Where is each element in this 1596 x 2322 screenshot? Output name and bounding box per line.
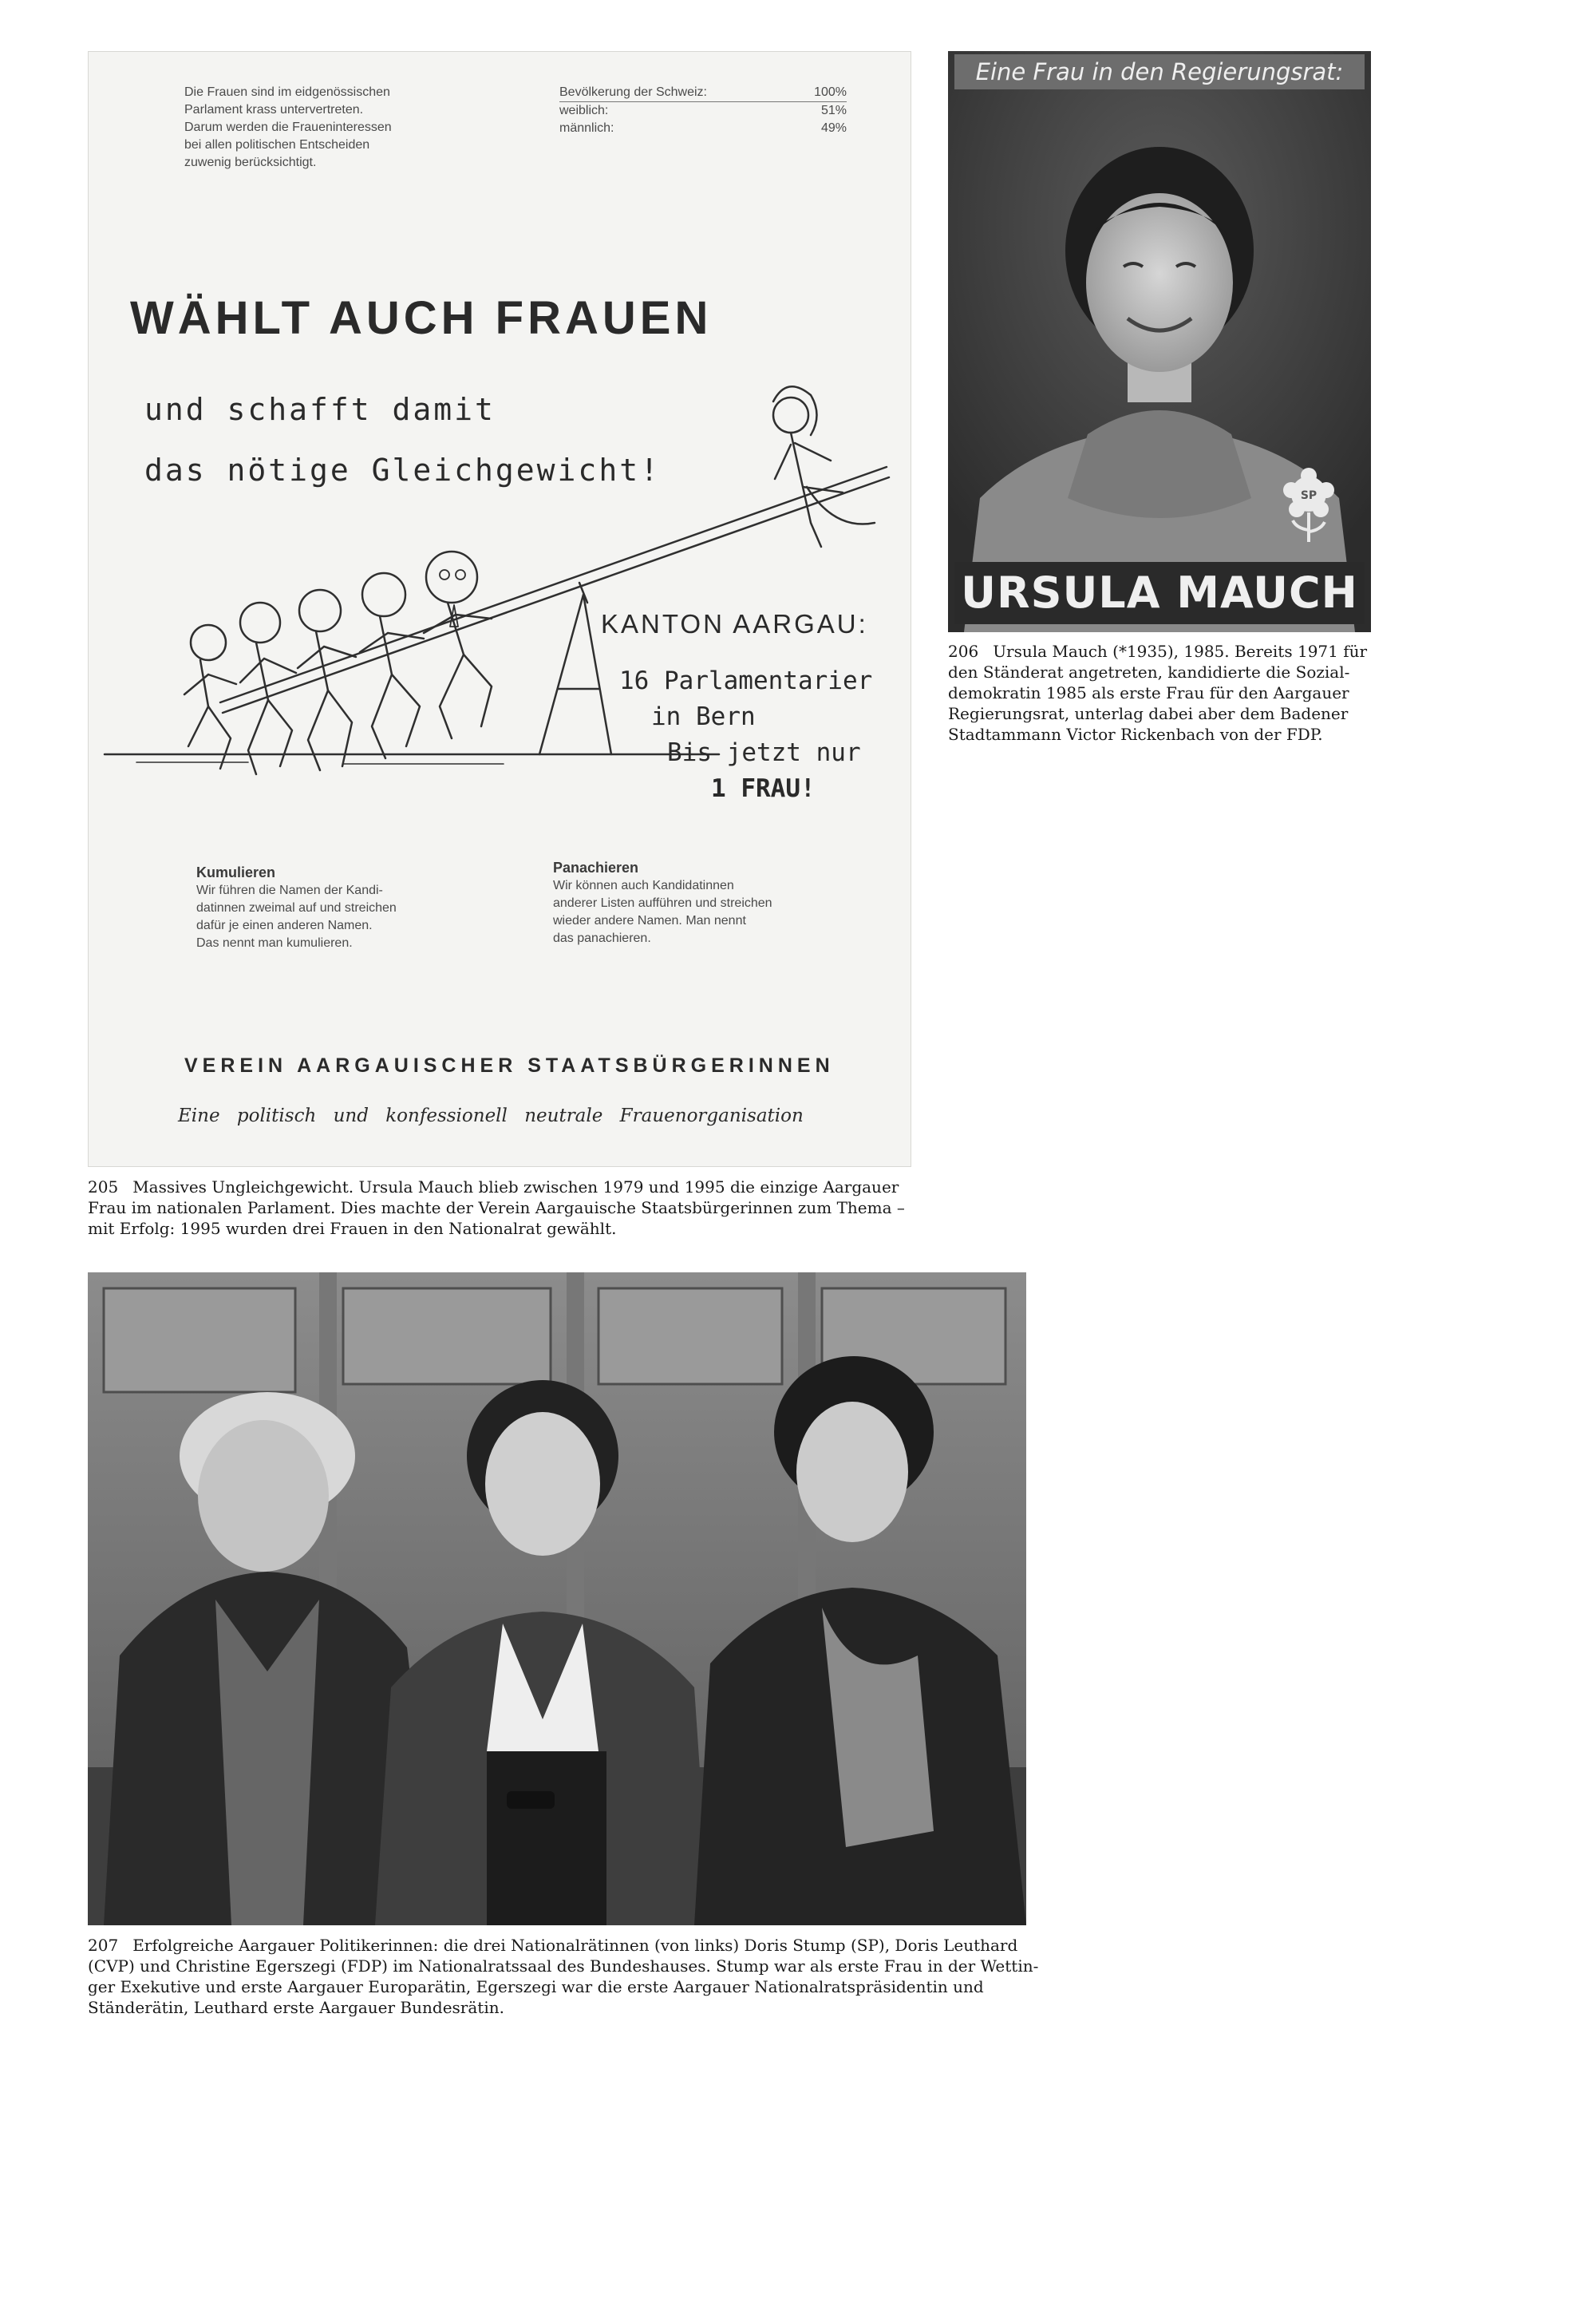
- kumulieren-line: Wir führen die Namen der Kandi-: [196, 884, 383, 897]
- parliament-line: Bis jetzt nur: [667, 738, 861, 767]
- panachieren-title: Panachieren: [553, 860, 639, 876]
- caption-line: ger Exekutive und erste Aargauer Europarätin, Egerszegi war die erste Aargauer Nationalratspräsidentin und: [88, 1977, 984, 1996]
- kumulieren-title: Kumulieren: [196, 864, 276, 880]
- kumulieren-line: datinnen zweimal auf und streichen: [196, 901, 397, 915]
- intro-line: Parlament krass untervertreten.: [184, 103, 364, 117]
- poster-subline: das nötige Gleichgewicht!: [144, 453, 661, 488]
- population-stats: [559, 84, 847, 137]
- caption-line: demokratin 1985 als erste Frau für den Aargauer: [948, 683, 1349, 702]
- kumulieren-line: Das nennt man kumulieren.: [196, 936, 353, 950]
- parliament-line: 16 Parlamentarier: [619, 667, 873, 695]
- panachieren-line: Wir können auch Kandidatinnen: [553, 879, 734, 892]
- kanton-label: KANTON AARGAU:: [601, 609, 868, 639]
- caption-line: Stadtammann Victor Rickenbach von der FDP.: [948, 725, 1323, 744]
- parliament-line: 1 FRAU!: [711, 774, 816, 803]
- caption-line: mit Erfolg: 1995 wurden drei Frauen in den Nationalrat gewählt.: [88, 1219, 617, 1238]
- caption-206: [948, 641, 1371, 745]
- caption-line: [88, 1935, 1029, 1956]
- sp-rose-logo-icon: [1277, 466, 1341, 546]
- kumulieren-text: [196, 882, 397, 952]
- photo-three-nationalraetinnen: [88, 1272, 1026, 1925]
- panachieren-line: anderer Listen aufführen und streichen: [553, 896, 772, 910]
- caption-line: Regierungsrat, unterlag dabei aber dem Badener: [948, 704, 1349, 723]
- candidate-name: URSULA MAUCH: [954, 562, 1365, 624]
- stats-row: [559, 120, 847, 137]
- stats-value: 51%: [820, 104, 847, 117]
- panachieren-line: wieder andere Namen. Man nennt: [553, 914, 746, 928]
- caption-text: Massives Ungleichgewicht. Ursula Mauch blieb zwischen 1979 und 1995 die einzige Aargauer: [132, 1177, 899, 1197]
- caption-line: [948, 641, 1371, 662]
- caption-line: Frau im nationalen Parlament. Dies machte der Verein Aargauische Staatsbürgerinnen zum Thema –: [88, 1198, 905, 1217]
- kumulieren-line: dafür je einen anderen Namen.: [196, 919, 373, 932]
- caption-number: 206: [948, 642, 979, 661]
- poster-subline: und schafft damit: [144, 392, 496, 427]
- panachieren-text: [553, 877, 772, 947]
- caption-line: [88, 1177, 918, 1197]
- poster-headline: WÄHLT AUCH FRAUEN: [130, 292, 713, 344]
- stats-value: 100%: [814, 85, 847, 99]
- poster-wahlt-auch-frauen: [88, 51, 911, 1167]
- panachieren-line: das panachieren.: [553, 932, 651, 945]
- poster-intro-text: [184, 84, 392, 172]
- caption-line: den Ständerat angetreten, kandidierte die Sozial-: [948, 663, 1350, 682]
- stats-label: weiblich:: [559, 104, 609, 117]
- stats-value: 49%: [820, 121, 847, 135]
- caption-line: (CVP) und Christine Egerszegi (FDP) im Nationalratssaal des Bundeshauses. Stump war als erste Frau in der Wettin-: [88, 1956, 1039, 1976]
- caption-number: 205: [88, 1177, 119, 1197]
- intro-line: bei allen politischen Entscheiden: [184, 138, 370, 152]
- caption-number: 207: [88, 1936, 119, 1955]
- sp-logo-text: SP: [1300, 489, 1317, 502]
- poster-ursula-mauch: [948, 51, 1371, 632]
- caption-line: Ständerätin, Leuthard erste Aargauer Bundesrätin.: [88, 1998, 504, 2017]
- intro-line: zuwenig berücksichtigt.: [184, 156, 317, 169]
- poster-top-label: Eine Frau in den Regierungsrat:: [954, 54, 1365, 89]
- verein-name: VEREIN AARGAUISCHER STAATSBÜRGERINNEN: [184, 1054, 835, 1077]
- verein-slogan: Eine politisch und konfessionell neutrale Frauenorganisation: [178, 1106, 804, 1126]
- parliament-line: in Bern: [651, 702, 756, 731]
- stats-label: männlich:: [559, 121, 614, 135]
- caption-207: [88, 1935, 1039, 2018]
- group-photo: [88, 1272, 1026, 1925]
- caption-text: Ursula Mauch (*1935), 1985. Bereits 1971 für: [993, 642, 1368, 661]
- intro-line: Die Frauen sind im eidgenössischen: [184, 85, 390, 99]
- intro-line: Darum werden die Fraueninteressen: [184, 121, 392, 134]
- caption-text: Erfolgreiche Aargauer Politikerinnen: die drei Nationalrätinnen (von links) Doris Stump (SP), Doris Leuthard: [132, 1936, 1018, 1955]
- stats-row: [559, 84, 847, 102]
- stats-row: [559, 102, 847, 120]
- caption-205: [88, 1177, 918, 1239]
- stats-label: Bevölkerung der Schweiz:: [559, 85, 707, 99]
